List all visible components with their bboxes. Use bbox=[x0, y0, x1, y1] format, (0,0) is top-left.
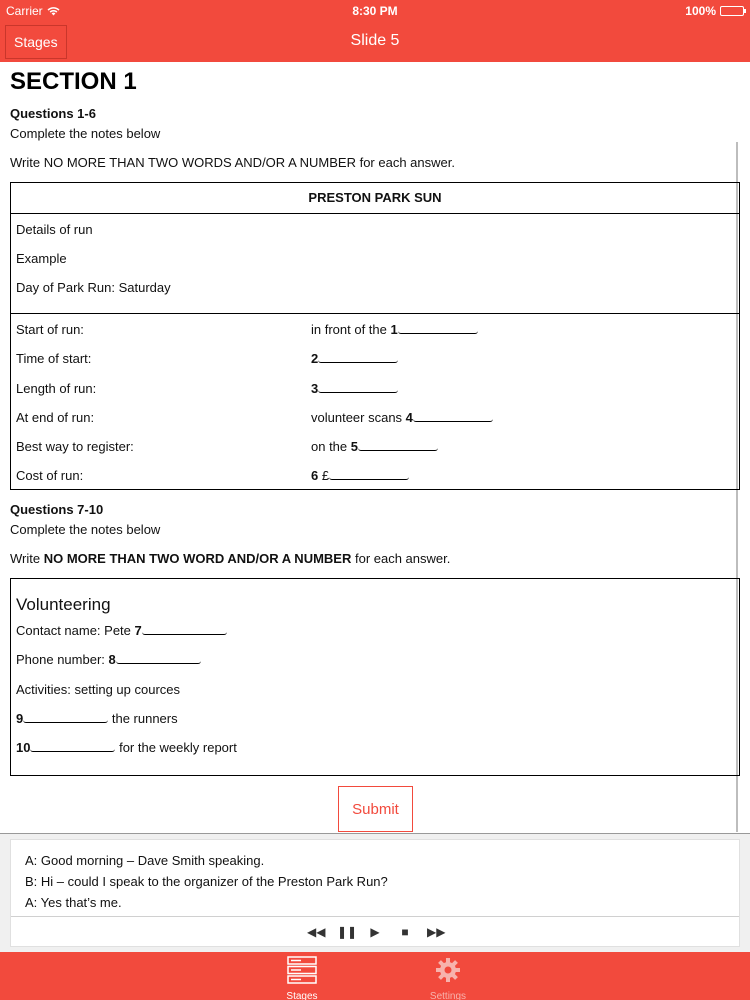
clock: 8:30 PM bbox=[352, 4, 398, 18]
audio-player bbox=[11, 916, 739, 946]
example-line: Example bbox=[16, 251, 67, 266]
contact-line bbox=[16, 619, 734, 648]
play-icon[interactable]: ▶ bbox=[370, 924, 380, 939]
tab-bar bbox=[0, 952, 750, 1000]
pause-icon[interactable]: ❚❚ bbox=[337, 924, 358, 939]
submit-button[interactable]: Submit bbox=[338, 786, 413, 832]
contact-label: Contact name: Pete bbox=[16, 623, 135, 638]
answer-field-5[interactable] bbox=[358, 440, 438, 451]
answer-row-5 bbox=[11, 437, 739, 466]
row-prefix: in front of the bbox=[311, 322, 391, 337]
rule-text: for each answer. bbox=[351, 551, 451, 566]
answer-field-8[interactable] bbox=[116, 653, 201, 664]
rule-text: Write bbox=[10, 551, 44, 566]
row-value bbox=[311, 410, 493, 425]
details-section bbox=[11, 214, 739, 314]
questions-7-10-instruction: Complete the notes below bbox=[10, 522, 161, 537]
carrier-label: Carrier bbox=[6, 4, 43, 18]
section-title: SECTION 1 bbox=[10, 68, 137, 95]
transcript-lines bbox=[11, 840, 739, 916]
notes-box-2 bbox=[10, 578, 740, 776]
gear-icon bbox=[434, 956, 462, 984]
question-10-line bbox=[16, 736, 734, 765]
row-label: Cost of run: bbox=[16, 468, 84, 484]
volunteering-title: Volunteering bbox=[16, 595, 111, 614]
answer-field-3[interactable] bbox=[318, 382, 398, 393]
answer-row-3 bbox=[11, 379, 739, 408]
stages-icon bbox=[287, 956, 317, 984]
question-number: 10 bbox=[16, 740, 31, 756]
row-label: Start of run: bbox=[16, 322, 84, 337]
stages-back-button[interactable]: Stages bbox=[5, 25, 67, 59]
nav-bar bbox=[0, 22, 750, 62]
answer-field-7[interactable] bbox=[142, 624, 227, 635]
questions-7-10-rule bbox=[10, 551, 450, 566]
transcript-line: A: Yes that’s me. bbox=[25, 895, 122, 910]
row-label: Time of start: bbox=[16, 351, 92, 367]
row-label: Length of run: bbox=[16, 380, 97, 396]
currency-symbol: £ bbox=[318, 468, 330, 484]
answer-row-1 bbox=[11, 320, 739, 349]
phone-label: Phone number: bbox=[16, 652, 109, 668]
tab-settings[interactable] bbox=[408, 956, 488, 1000]
rule-emphasis: NO MORE THAN TWO WORD AND/OR A NUMBER bbox=[43, 551, 352, 566]
question-number: 8 bbox=[108, 652, 116, 668]
page-title: Slide 5 bbox=[350, 32, 400, 49]
battery-percent: 100% bbox=[685, 4, 716, 18]
answer-field-6[interactable] bbox=[329, 469, 409, 480]
activities-line: Activities: setting up cources bbox=[16, 681, 181, 697]
rewind-icon[interactable]: ◀◀ bbox=[307, 924, 326, 939]
questions-1-6-rule: Write NO MORE THAN TWO WORDS AND/OR A NUMBER for each answer. bbox=[10, 155, 455, 170]
question-number: 4 bbox=[405, 409, 413, 425]
example-answer: Day of Park Run: Saturday bbox=[16, 280, 171, 295]
question-number: 6 bbox=[311, 468, 319, 484]
row-value bbox=[311, 468, 409, 483]
row-prefix: on the bbox=[311, 439, 351, 455]
answer-field-10[interactable] bbox=[30, 741, 115, 752]
line-text: the runners bbox=[108, 710, 178, 726]
status-bar bbox=[0, 0, 750, 22]
row-value bbox=[311, 439, 438, 454]
question-9-line bbox=[16, 707, 734, 736]
answer-row-6 bbox=[11, 466, 739, 495]
question-number: 9 bbox=[16, 710, 24, 726]
transcript-line: A: Good morning – Dave Smith speaking. bbox=[25, 853, 265, 868]
answer-row-2 bbox=[11, 349, 739, 378]
notes-box-title: PRESTON PARK SUN bbox=[11, 183, 739, 214]
transcript-line: B: Hi – could I speak to the organizer of the Preston Park Run? bbox=[25, 874, 388, 889]
tab-settings-label: Settings bbox=[429, 991, 467, 1000]
questions-7-10-heading: Questions 7-10 bbox=[10, 502, 104, 517]
question-number: 5 bbox=[350, 439, 358, 455]
row-value bbox=[311, 381, 398, 396]
answer-field-2[interactable] bbox=[318, 352, 398, 363]
answer-field-4[interactable] bbox=[413, 411, 493, 422]
answer-row-4 bbox=[11, 408, 739, 437]
battery-status bbox=[685, 4, 744, 18]
questions-1-6-instruction: Complete the notes below bbox=[10, 126, 161, 141]
notes-box-1 bbox=[10, 182, 740, 490]
question-number: 7 bbox=[134, 623, 142, 638]
slide-content[interactable] bbox=[0, 62, 750, 833]
answer-field-9[interactable] bbox=[23, 712, 108, 723]
fast-forward-icon[interactable]: ▶▶ bbox=[427, 924, 446, 939]
details-line: Details of run bbox=[16, 222, 93, 237]
row-value bbox=[311, 351, 398, 366]
answer-rows bbox=[11, 314, 739, 496]
question-number: 2 bbox=[311, 351, 319, 367]
tab-stages[interactable] bbox=[262, 956, 342, 1000]
row-prefix: volunteer scans bbox=[311, 409, 406, 425]
question-number: 1 bbox=[390, 322, 398, 337]
phone-line bbox=[16, 648, 734, 677]
stop-icon[interactable]: ■ bbox=[401, 924, 409, 939]
questions-1-6-heading: Questions 1-6 bbox=[10, 106, 96, 121]
tab-stages-label: Stages bbox=[286, 991, 318, 1000]
row-label: Best way to register: bbox=[16, 439, 134, 455]
row-value bbox=[311, 322, 478, 337]
transcript-box[interactable] bbox=[10, 839, 740, 947]
battery-icon bbox=[720, 6, 744, 16]
answer-field-1[interactable] bbox=[398, 323, 478, 334]
line-text: for the weekly report bbox=[115, 740, 237, 756]
row-label: At end of run: bbox=[16, 409, 95, 425]
transcript-panel bbox=[0, 833, 750, 952]
question-number: 3 bbox=[311, 380, 319, 396]
